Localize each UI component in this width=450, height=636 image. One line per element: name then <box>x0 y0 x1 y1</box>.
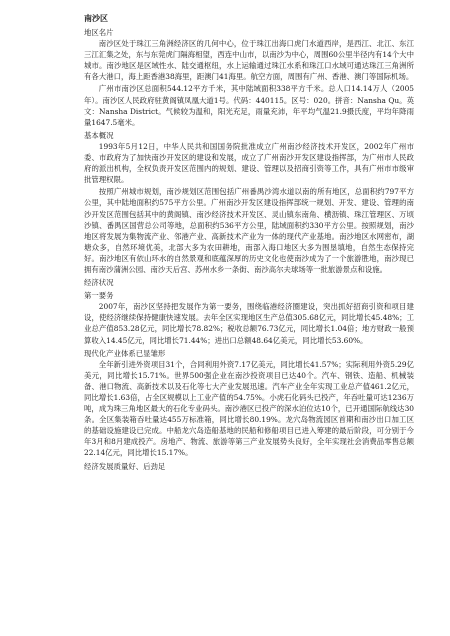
section-priority <box>84 290 414 345</box>
section-overview <box>84 130 414 275</box>
section-heading: 基本概况 <box>84 130 114 140</box>
paragraph: 南沙区处于珠江三角洲经济区的几何中心，位于珠江出海口虎门水道西岸，是西江、北江、东江三江汇集之处，东与东莞虎门隔海相望，西连中山市，以南沙为中心，周围60公里半径内有14个大中城市。南沙地区是区域性水、陆交通枢纽，水上运输通过珠江水系和珠江口水域可通达珠江三角洲所有各大港口，海上距香港38海里，距澳门41海里。航空方面，周围有广州、香港、澳门等国际机场。 <box>84 39 414 82</box>
section-heading: 地区名片 <box>84 28 114 37</box>
paragraph: 1993年5月12日，中华人民共和国国务院批准成立广州南沙经济技术开发区，2002年广州市委、市政府为了加快南沙开发区的建设和发展，成立了广州南沙开发区建设指挥部，为广州市人民政府的派出机构，全权负责开发区范围内的规划、建设、管理以及招商引资等工作，具有广州市市级审批管理权限。 <box>84 141 414 185</box>
paragraph: 广州市南沙区总面积544.12平方千米，其中陆域面积338平方千米。总人口14.14万人（2005年）。南沙区人民政府驻黄阁镇凤凰大道1号。代码：440115。区号：020。拼音：Nansha Qu。英文：Nansha District。气候较为温和，阳光充足，雨量充沛，年平均气温21.9摄氏度，平均年降雨量1647.5毫米。 <box>84 84 414 127</box>
section-heading: 经济发展质量好、后劲足 <box>84 461 166 471</box>
paragraph: 按照广州城市规划，南沙规划区范围包括广州番禺沙湾水道以南的所有地区，总面积约797平方公里，其中陆地面积约575平方公里。广州南沙开发区建设指挥部统一规划、开发、建设、管理的南沙开发区范围包括其中的黄阁镇、南沙经济技术开发区、灵山镇东南角、横沥镇、珠江管理区、万顷沙镇、番禺区国营总公司等地，总面积约536平方公里，陆域面积约330平方公里。按照规划，南沙地区将发展为集物流产业、邻港产业、高新技术产业为一体的现代产业基地。南沙地区水网密布，湖塘众多，自然环境优美，北部大多为农田耕地，南部入海口地区大多为围垦填地，自然生态保持完好。南沙地区有依山环水的自然景观和底蕴深厚的历史文化也使南沙成为了一个旅游胜地，南沙现已拥有南沙蒲洲公园、南沙天后宫、苏州水乡一条街、南沙高尔夫球场等一批旅游景点和设施。 <box>84 187 414 274</box>
section-card <box>84 27 414 128</box>
page-title: 南沙区 <box>84 13 108 23</box>
section-heading: 现代化产业体系已显雏形 <box>84 348 166 358</box>
section-economy <box>84 277 414 288</box>
paragraph: 2007年，南沙区坚持把发展作为第一要务，围绕临港经济圈建设，突出抓好招商引资和项目建设，使经济继续保持健康快速发展。去年全区实现地区生产总值305.68亿元，同比增长45.48%；工业总产值853.28亿元，同比增长78.82%；税收总额76.73亿元，同比增长1.04倍；地方财政一般预算收入14.45亿元，同比增长71.44%；进出口总额48.64亿美元，同比增长53.60%。 <box>84 302 414 345</box>
paragraph: 全年新引进外资项目31个，合同利用外资7.17亿美元，同比增长41.57%；实际利用外资5.29亿美元，同比增长15.71%。世界500强企业在南沙投资项目已达40个。汽车、钢铁、造船、机械装备、港口物流、高新技术以及石化等七大产业发展迅速。汽车产业全年实现工业总产值461.2亿元，同比增长1.63倍，占全区规模以上工业产值的54.75%。小虎石化码头已投产，年吞吐量可达1236万吨，成为珠三角地区最大的石化专业码头。南沙港区已投产的深水泊位达10个，已开通国际航线达30条。全区集装箱吞吐量达455万标准箱，同比增长80.19%。龙穴岛物流园区首期和南沙出口加工区的基础设施建设已完成。中船龙穴岛造船基地的民船和修船项目已进入筹建的最后阶段，可分别于今年3月和8月建成投产。房地产、物流、旅游等第三产业发展势头良好，全年实现社会消费品零售总额22.14亿元，同比增长15.17%。 <box>84 359 414 458</box>
section-heading: 经济状况 <box>84 278 114 288</box>
section-heading: 第一要务 <box>84 291 114 301</box>
section-quality <box>84 461 414 472</box>
section-industry <box>84 348 414 459</box>
